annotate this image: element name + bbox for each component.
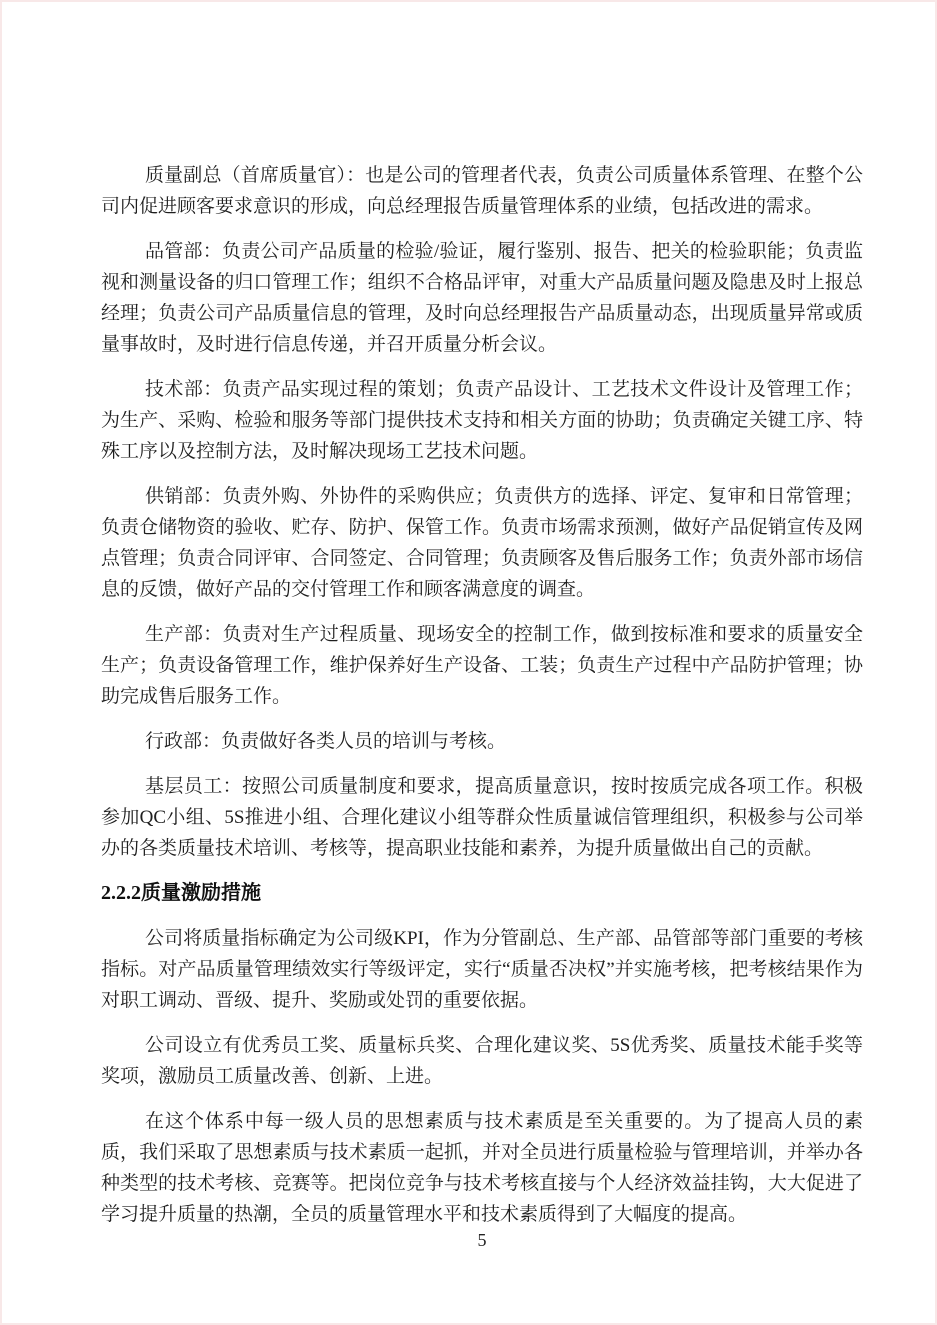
body-paragraph-production-dept: 生产部：负责对生产过程质量、现场安全的控制工作，做到按标准和要求的质量安全生产；负责设备管理工作，维护保养好生产设备、工装；负责生产过程中产品防护管理；协助完成售后服务工作。 xyxy=(101,624,863,707)
incentive-paragraph-kpi: 公司将质量指标确定为公司级KPI，作为分管副总、生产部、品管部等部门重要的考核指标。对产品质量管理绩效实行等级评定，实行“质量否决权”并实施考核，把考核结果作为对职工调动、晋级、提升、奖励或处罚的重要依据。 xyxy=(101,928,863,1011)
body-paragraph-quality-vp: 质量副总（首席质量官）：也是公司的管理者代表，负责公司质量体系管理、在整个公司内促进顾客要求意识的形成，向总经理报告质量管理体系的业绩，包括改进的需求。 xyxy=(101,165,863,217)
body-paragraph-admin-dept: 行政部：负责做好各类人员的培训与考核。 xyxy=(145,731,507,752)
body-paragraph-quality-dept: 品管部：负责公司产品质量的检验/验证，履行鉴别、报告、把关的检验职能；负责监视和测量设备的归口管理工作；组织不合格品评审，对重大产品质量问题及隐患及时上报总经理；负责公司产品质量信息的管理，及时向总经理报告产品质量动态，出现质量异常或质量事故时，及时进行信息传递，并召开质量分析会议。 xyxy=(101,241,863,355)
page-number: 5 xyxy=(477,1230,487,1250)
page-footer xyxy=(101,1226,863,1254)
body-paragraph-supply-dept: 供销部：负责外购、外协件的采购供应；负责供方的选择、评定、复审和日常管理；负责仓储物资的验收、贮存、防护、保管工作。负责市场需求预测，做好产品促销宣传及网点管理；负责合同评审、合同签定、合同管理；负责顾客及售后服务工作；负责外部市场信息的反馈，做好产品的交付管理工作和顾客满意度的调查。 xyxy=(101,486,863,600)
body-paragraph-tech-dept: 技术部：负责产品实现过程的策划；负责产品设计、工艺技术文件设计及管理工作；为生产、采购、检验和服务等部门提供技术支持和相关方面的协助；负责确定关键工序、特殊工序以及控制方法，及时解决现场工艺技术问题。 xyxy=(101,379,863,462)
body-paragraph-frontline-staff: 基层员工：按照公司质量制度和要求，提高质量意识，按时按质完成各项工作。积极参加QC小组、5S推进小组、合理化建议小组等群众性质量诚信管理组织，积极参与公司举办的各类质量技术培训、考核等，提高职业技能和素养，为提升质量做出自己的贡献。 xyxy=(101,776,863,859)
section-heading: 2.2.2质量激励措施 xyxy=(101,882,261,904)
incentive-paragraph-awards: 公司设立有优秀员工奖、质量标兵奖、合理化建议奖、5S优秀奖、质量技术能手奖等奖项，激励员工质量改善、创新、上进。 xyxy=(101,1035,863,1087)
document-content xyxy=(101,160,863,1244)
incentive-paragraph-training: 在这个体系中每一级人员的思想素质与技术素质是至关重要的。为了提高人员的素质，我们采取了思想素质与技术素质一起抓，并对全员进行质量检验与管理培训，并举办各种类型的技术考核、竞赛等。把岗位竞争与技术考核直接与个人经济效益挂钩，大大促进了学习提升质量的热潮，全员的质量管理水平和技术素质得到了大幅度的提高。 xyxy=(101,1111,863,1225)
